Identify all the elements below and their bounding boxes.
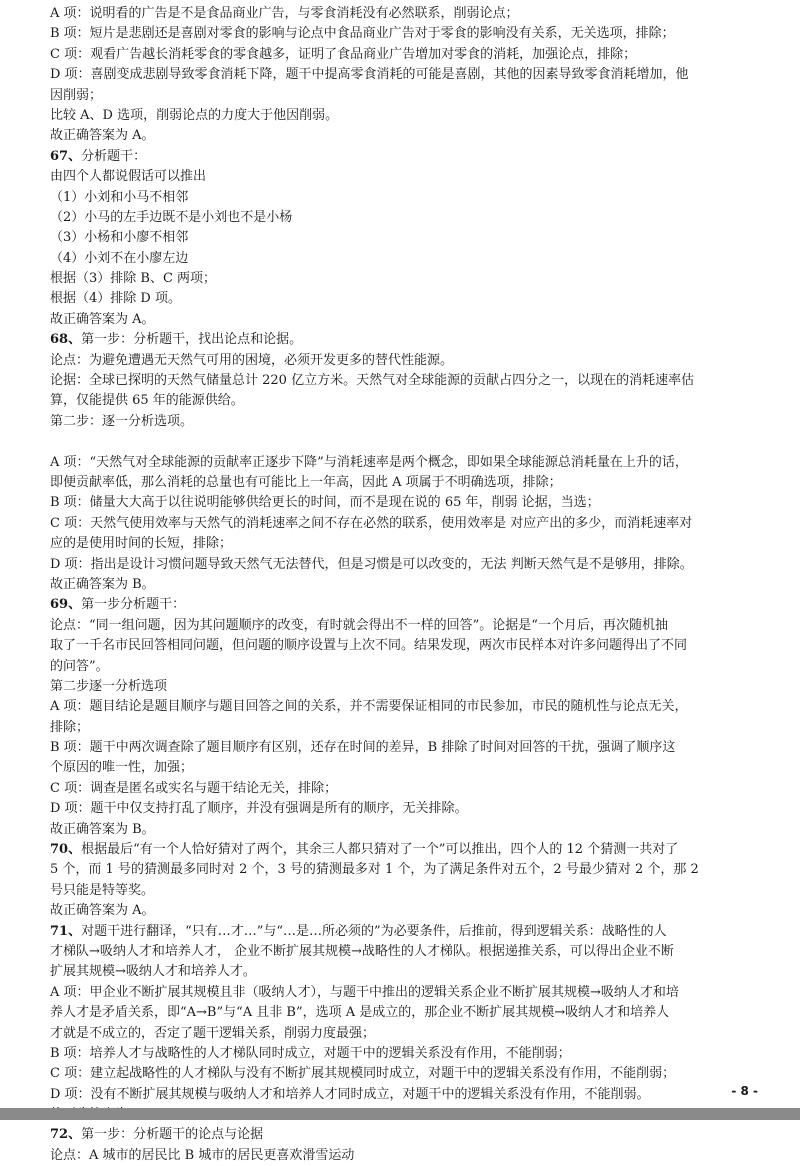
text-line (50, 269, 778, 289)
text-line (50, 167, 778, 187)
line-text: 个原因的唯一性，加强； (50, 760, 194, 776)
text-line (50, 779, 778, 799)
line-text: 对题干进行翻译，“只有…才…”与“…是…所必须的”为必要条件，后推前，得到逻辑关系：战略性的人 (81, 923, 667, 939)
text-line (50, 677, 778, 697)
line-text: （3）小杨和小廖不相邻 (50, 230, 189, 246)
page-number: - 8 - (731, 1084, 758, 1098)
text-line (50, 758, 778, 778)
text-line (50, 697, 778, 717)
line-text: （2）小马的左手边既不是小刘也不是小杨 (50, 209, 293, 225)
line-text: 根据（3）排除 B、C 两项； (50, 271, 217, 287)
line-text: D 项：指出是设计习惯问题导致天然气无法替代，但是习惯是可以改变的，无法 判断天然气是不是够用，排除。 (50, 556, 693, 572)
text-line (50, 962, 778, 982)
text-line (50, 371, 778, 391)
line-text: 故正确答案为 B。 (50, 576, 155, 592)
text-line (50, 860, 778, 880)
line-text: （1）小刘和小马不相邻 (50, 189, 189, 205)
line-text: 第二步逐一分析选项 (50, 678, 168, 694)
question-heading (50, 595, 778, 615)
text-line (50, 799, 778, 819)
text-line (50, 188, 778, 208)
question-heading (50, 922, 778, 942)
text-line (50, 1003, 778, 1023)
text-line (50, 881, 778, 901)
text-line (50, 24, 778, 44)
text-line (50, 391, 778, 411)
line-text: 取了一千名市民回答相同问题，但问题的顺序设置与上次不同。结果发现，两次市民样本对许多问题得出了不同 (50, 638, 688, 654)
line-text: 第一步：分析题干的论点与论据 (81, 1127, 264, 1143)
line-text: C 项：调查是匿名或实名与题干结论无关，排除； (50, 780, 338, 796)
question-number: 71、 (50, 923, 82, 939)
text-line (50, 901, 778, 921)
line-text: D 项：题干中仅支持打乱了顺序，并没有强调是所有的顺序，无关排除。 (50, 801, 468, 817)
text-line (50, 534, 778, 554)
line-text: C 项：天然气使用效率与天然气的消耗速率之间不存在必然的联系，使用效率是 对应产出的多少，而消耗速率对 (50, 515, 693, 531)
text-line (50, 453, 778, 473)
text-line (50, 1044, 778, 1064)
line-text: 因削弱； (50, 87, 103, 103)
question-heading (50, 330, 778, 350)
line-text: B 项：培养人才与战略性的人才梯队同时成立，对题干中的逻辑关系没有作用，不能削弱； (50, 1045, 571, 1061)
line-text: 即便贡献率低，那么消耗的总量也有可能比上一年高，因此 A 项属于不明确选项，排除； (50, 474, 562, 490)
line-text: 论点：A 城市的居民比 B 城市的居民更喜欢滑雪运动 (50, 1147, 355, 1163)
text-line (50, 45, 778, 65)
text-line (50, 718, 778, 738)
line-text: A 项：“天然气对全球能源的贡献率正逐步下降”与消耗速率是两个概念，即如果全球能源总消耗量在上升的话， (50, 454, 688, 470)
line-text: 才梯队→吸纳人才和培养人才， 企业不断扩展其规模→战略性的人才梯队。根据递推关系，可以得出企业不断 (50, 943, 674, 959)
line-text: 故正确答案为 A。 (50, 903, 155, 919)
text-line (50, 65, 778, 85)
question-heading (50, 1125, 778, 1145)
text-line (50, 412, 778, 432)
text-line (50, 86, 778, 106)
text-line (50, 228, 778, 248)
text-line (50, 1085, 778, 1105)
line-text: D 项：没有不断扩展其规模与吸纳人才和培养人才同时成立，对题干中的逻辑关系没有作用，不能削弱。 (50, 1086, 650, 1102)
line-text: B 项：短片是悲剧还是喜剧对零食的影响与论点中食品商业广告对于零食的影响没有关系，无关选项，排除； (50, 26, 675, 42)
line-text: D 项：喜剧变成悲剧导致零食消耗下降，题干中提高零食消耗的可能是喜剧，其他的因素导致零食消耗增加，他 (50, 67, 689, 83)
line-text: 才就是不成立的，否定了题干逻辑关系，削弱力度最强； (50, 1025, 376, 1041)
text-line (50, 1024, 778, 1044)
text-line (50, 208, 778, 228)
text-line (50, 738, 778, 758)
line-text: 扩展其规模→吸纳人才和培养人才。 (50, 964, 256, 980)
text-line (50, 820, 778, 840)
line-text: B 项：储量大大高于以往说明能够供给更长的时间，而不是现在说的 65 年，削弱 论据，当选； (50, 495, 600, 511)
line-text: 比较 A、D 选项，削弱论点的力度大于他因削弱。 (50, 107, 339, 123)
line-text: B 项：题干中两次调查除了题目顺序有区别，还存在时间的差异，B 排除了时间对回答的干扰，强调了顺序这 (50, 740, 676, 756)
text-line (50, 473, 778, 493)
text-line (50, 636, 778, 656)
document-body (50, 4, 778, 1166)
line-text: 论点：“同一组问题，因为其问题顺序的改变，有时就会得出不一样的回答”。论据是“一个月后，再次随机抽 (50, 617, 668, 633)
line-text: 分析题干： (81, 148, 147, 164)
line-text: 由四个人都说假话可以推出 (50, 169, 207, 185)
text-line (50, 289, 778, 309)
line-text: 第二步：逐一分析选项。 (50, 413, 194, 429)
text-line (50, 4, 778, 24)
text-line (50, 575, 778, 595)
line-text: A 项：说明看的广告是不是食品商业广告，与零食消耗没有必然联系，削弱论点； (50, 6, 519, 21)
line-text: 第一步分析题干： (81, 597, 186, 613)
line-text: A 项：甲企业不断扩展其规模且非（吸纳人才），与题干中推出的逻辑关系企业不断扩展其规模→吸纳人才和培 (50, 984, 679, 1000)
line-text: 第一步：分析题干，找出论点和论据。 (81, 332, 303, 348)
blank-line (50, 432, 778, 452)
question-number: 67、 (50, 148, 82, 164)
line-text: 故正确答案为 B。 (50, 821, 155, 837)
line-text: A 项：题目结论是题目顺序与题目回答之间的关系，并不需要保证相同的市民参加，市民的随机性与论点无关， (50, 699, 688, 715)
text-line (50, 493, 778, 513)
text-line (50, 1146, 778, 1166)
line-text: 应的是使用时间的长短，排除； (50, 536, 233, 552)
question-heading (50, 147, 778, 167)
line-text: 故正确答案为 A。 (50, 311, 155, 327)
line-text: 5 个，而 1 号的猜测最多同时对 2 个，3 号的猜测最多对 1 个，为了满足条件对五个，2 号最少猜对 2 个，那 2 (50, 862, 699, 878)
text-line (50, 310, 778, 330)
text-line (50, 1064, 778, 1084)
question-number: 70、 (50, 842, 82, 858)
text-line (50, 555, 778, 575)
line-text: C 项：观看广告越长消耗零食的零食越多，证明了食品商业广告增加对零食的消耗，加强论点，排除； (50, 46, 637, 62)
line-text: （4）小刘不在小廖左边 (50, 250, 189, 266)
question-number: 69、 (50, 597, 82, 613)
line-text: 根据（4）排除 D 项。 (50, 291, 181, 307)
text-line (50, 942, 778, 962)
text-line (50, 351, 778, 371)
text-line (50, 657, 778, 677)
text-line (50, 983, 778, 1003)
line-text: 养人才是矛盾关系，即“A→B”与“A 且非 B”，选项 A 是成立的，那企业不断扩展其规模→吸纳人才和培养人 (50, 1005, 670, 1021)
question-number: 72、 (50, 1127, 82, 1143)
text-line (50, 126, 778, 146)
text-line (50, 616, 778, 636)
bottom-scroll-strip (0, 1108, 800, 1120)
line-text: 根据最后“有一个人恰好猜对了两个，其余三人都只猜对了一个”可以推出，四个人的 12 个猜测一共对了 (81, 842, 679, 858)
line-text: 号只能是特等奖。 (50, 882, 155, 898)
text-line (50, 249, 778, 269)
line-text: 论点：为避免遭遇无天然气可用的困境，必须开发更多的替代性能源。 (50, 352, 454, 368)
question-number: 68、 (50, 332, 82, 348)
line-text: 算，仅能提供 65 年的能源供给。 (50, 393, 244, 409)
text-line (50, 514, 778, 534)
line-text: 的问答”。 (50, 658, 109, 674)
line-text: C 项：建立起战略性的人才梯队与没有不断扩展其规模同时成立，对题干中的逻辑关系没有作用，不能削弱； (50, 1066, 676, 1082)
line-text: 论据：全球已探明的天然气储量总计 220 亿立方米。天然气对全球能源的贡献占四分之一，以现在的消耗速率估 (50, 373, 695, 389)
text-line (50, 106, 778, 126)
line-text: 故正确答案为 A。 (50, 128, 155, 144)
line-text: 排除； (50, 719, 90, 735)
question-heading (50, 840, 778, 860)
